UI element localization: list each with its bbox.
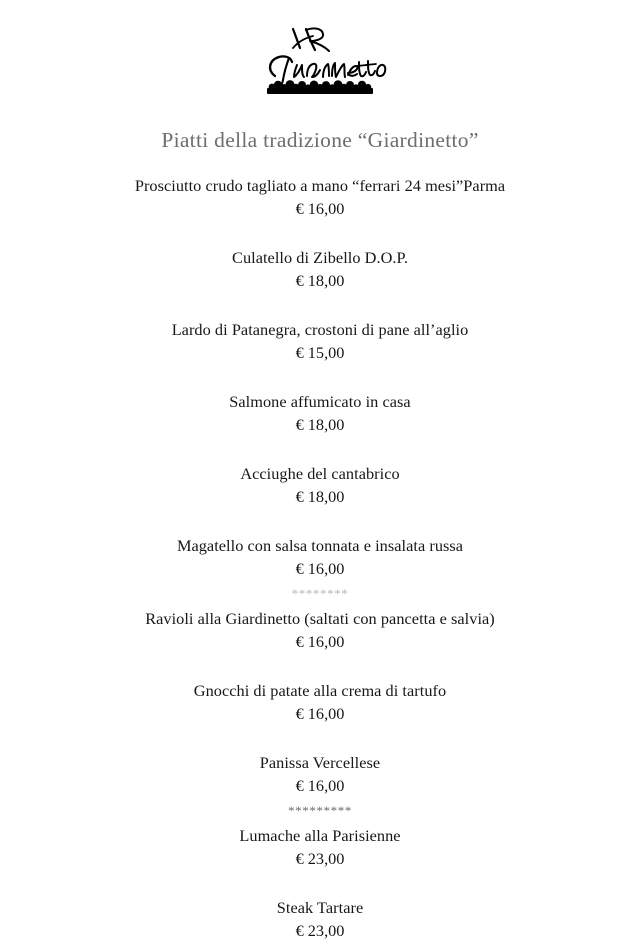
menu-item-price: € 18,00 [0, 486, 640, 508]
menu-item-name: Panissa Vercellese [0, 752, 640, 774]
menu-item-price: € 18,00 [0, 270, 640, 292]
menu-item [0, 897, 640, 941]
menu-item-price: € 23,00 [0, 920, 640, 941]
menu-item-name: Steak Tartare [0, 897, 640, 919]
page-title: Piatti della tradizione “Giardinetto” [0, 128, 640, 153]
menu-item-name: Salmone affumicato in casa [0, 391, 640, 413]
menu-item-name: Magatello con salsa tonnata e insalata russa [0, 535, 640, 557]
menu-item-price: € 16,00 [0, 198, 640, 220]
logo-block [0, 0, 640, 96]
menu-item-name: Ravioli alla Giardinetto (saltati con pancetta e salvia) [0, 608, 640, 630]
menu-item-name: Culatello di Zibello D.O.P. [0, 247, 640, 269]
section-separator-second: ********* [0, 804, 640, 817]
menu-item [0, 463, 640, 507]
menu-item [0, 825, 640, 869]
restaurant-logo [245, 18, 395, 96]
menu-item-name: Acciughe del cantabrico [0, 463, 640, 485]
hedge-ornament-icon [245, 18, 395, 96]
menu-item [0, 391, 640, 435]
section-separator-first: ******** [0, 587, 640, 600]
menu-item [0, 535, 640, 579]
menu-item-price: € 16,00 [0, 558, 640, 580]
menu-item [0, 752, 640, 796]
menu-item [0, 247, 640, 291]
menu-item [0, 319, 640, 363]
menu-item-price: € 16,00 [0, 631, 640, 653]
menu-item-name: Prosciutto crudo tagliato a mano “ferrari 24 mesi”Parma [0, 175, 640, 197]
menu-item-price: € 16,00 [0, 703, 640, 725]
menu-item-price: € 15,00 [0, 342, 640, 364]
menu-item-price: € 23,00 [0, 848, 640, 870]
menu-items-list [0, 175, 640, 941]
menu-item-price: € 18,00 [0, 414, 640, 436]
menu-item-name: Gnocchi di patate alla crema di tartufo [0, 680, 640, 702]
menu-item-price: € 16,00 [0, 775, 640, 797]
menu-item [0, 175, 640, 219]
menu-item [0, 680, 640, 724]
menu-item [0, 608, 640, 652]
menu-item-name: Lardo di Patanegra, crostoni di pane all’aglio [0, 319, 640, 341]
menu-item-name: Lumache alla Parisienne [0, 825, 640, 847]
